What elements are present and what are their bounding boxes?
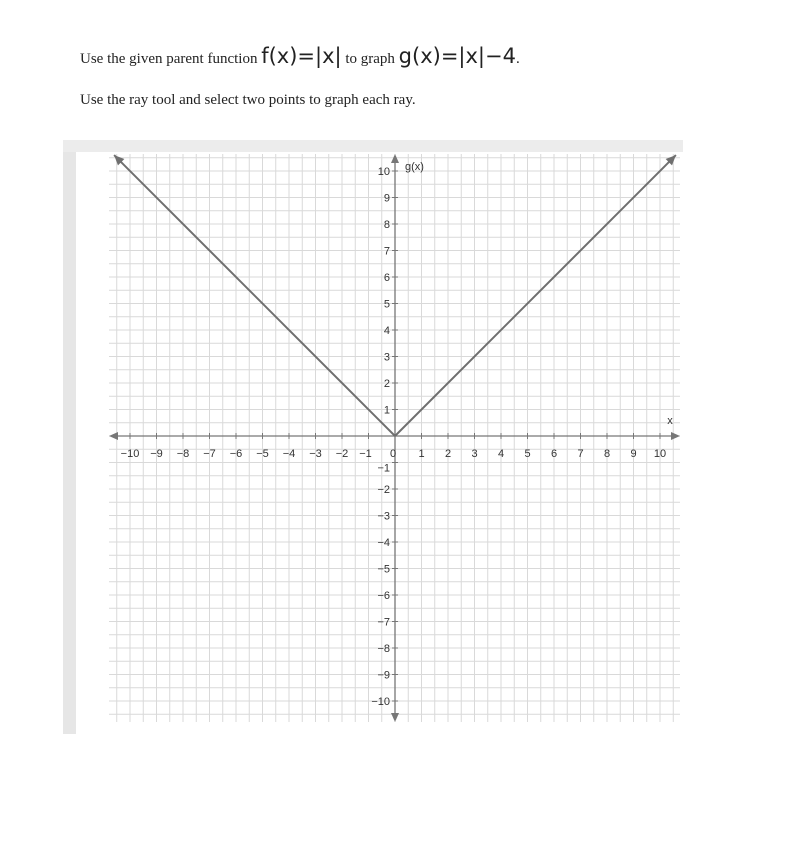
y-axis-label: g(x) [405,161,424,173]
x-tick-label: −8 [176,448,190,460]
x-tick-label: 2 [444,448,452,460]
y-tick-label: −2 [377,484,390,496]
x-tick-label: −4 [282,448,296,460]
y-tick-label: 5 [383,298,390,311]
y-tick-label: −10 [371,696,390,708]
origin-label: 0 [389,448,397,460]
y-tick-label: −1 [377,462,390,475]
instruction-text-pre: Use the given parent function [80,51,258,67]
axes [109,154,680,722]
y-tick-label: 9 [383,192,390,205]
y-axis-top-arrow [391,154,399,163]
x-tick-label: 10 [653,448,667,460]
y-tick-label: −9 [377,669,390,682]
x-tick-label: −9 [150,448,163,460]
instruction-line-2: Use the ray tool and select two points to graph each ray. [80,92,416,108]
x-tick-label: 3 [471,448,478,460]
x-tick-label: 6 [550,448,558,460]
y-tick-label: −3 [377,510,390,523]
y-tick-label: −5 [377,563,390,576]
x-tick-label: 7 [577,448,584,460]
x-tick-label: −3 [309,448,322,460]
x-tick-label: −10 [120,448,140,460]
y-tick-label: 3 [383,351,390,364]
y-tick-label: −8 [377,643,390,655]
y-tick-label: 8 [383,219,390,231]
x-tick-label: −5 [256,448,269,460]
x-tick-label: −7 [203,448,216,460]
x-tick-label: 5 [524,448,531,460]
y-tick-label: −7 [377,616,390,629]
instruction-line-1 [80,44,520,68]
x-tick-label: −2 [335,448,349,460]
x-tick-label: −1 [359,448,372,460]
y-tick-label: 7 [383,245,390,258]
y-tick-label: −6 [377,590,390,602]
x-axis-left-arrow [109,432,118,440]
y-tick-label: 1 [383,404,390,417]
instruction-period: . [515,51,520,67]
x-tick-label: 1 [418,448,425,460]
y-tick-label: −4 [377,537,390,549]
y-tick-label: 2 [383,378,390,390]
x-axis-label: x [667,415,673,427]
x-axis-right-arrow [671,432,680,440]
instruction-text-mid: to graph [345,51,395,67]
x-tick-label: 4 [497,448,505,460]
x-tick-label: 9 [630,448,637,460]
y-tick-label: 10 [377,166,390,178]
x-tick-label: 8 [603,448,611,460]
graph-panel[interactable] [63,140,683,734]
y-tick-label: 6 [383,272,390,284]
x-tick-label: −6 [229,448,243,460]
y-tick-label: 4 [383,325,390,337]
parent-function: f(x)=|x| [261,44,342,68]
target-function: g(x)=|x|−4 [398,44,516,68]
y-axis-bottom-arrow [391,713,399,722]
coordinate-plane[interactable] [63,140,683,734]
